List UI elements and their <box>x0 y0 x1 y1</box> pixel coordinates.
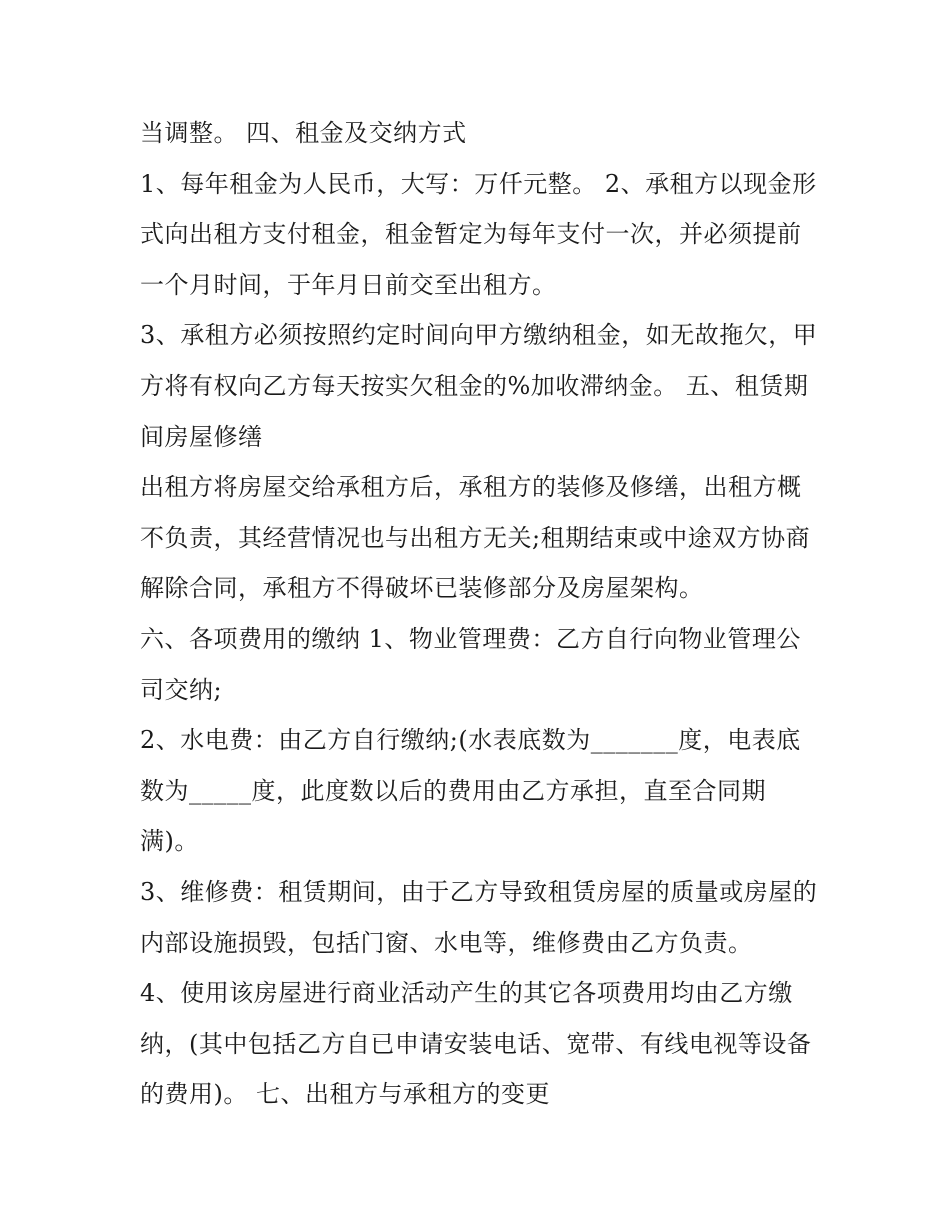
paragraph-other-fees: 4、使用该房屋进行商业活动产生的其它各项费用均由乙方缴纳，(其中包括乙方自已申请安装电话、宽带、有线电视等设备的费用)。 七、出租方与承租方的变更 <box>140 979 812 1109</box>
document-body <box>140 108 820 1120</box>
paragraph-rent-heading: 当调整。 四、租金及交纳方式 <box>140 119 467 147</box>
paragraph-late-fee: 3、承租方必须按照约定时间向甲方缴纳租金，如无故拖欠，甲方将有权向乙方每天按实欠租金的%加收滞纳金。 五、租赁期间房屋修缮 <box>140 321 818 451</box>
paragraph-maintenance: 3、维修费：租赁期间，由于乙方导致租赁房屋的质量或房屋的内部设施损毁，包括门窗、水电等，维修费由乙方负责。 <box>140 877 818 957</box>
paragraph-property-fee: 六、各项费用的缴纳 1、物业管理费：乙方自行向物业管理公司交纳; <box>140 624 801 704</box>
paragraph-rent-amount: 1、每年租金为人民币，大写：万仟元整。 2、承租方以现金形式向出租方支付租金，租金暂定为每年支付一次，并必须提前一个月时间，于年月日前交至出租方。 <box>140 169 817 299</box>
paragraph-renovation: 出租方将房屋交给承租方后，承租方的装修及修缮，出租方概不负责，其经营情况也与出租方无关;租期结束或中途双方协商解除合同，承租方不得破坏已装修部分及房屋架构。 <box>140 473 811 603</box>
paragraph-utilities: 2、水电费：由乙方自行缴纳;(水表底数为_______度，电表底数为_____度，此度数以后的费用由乙方承担，直至合同期满)。 <box>140 726 801 856</box>
